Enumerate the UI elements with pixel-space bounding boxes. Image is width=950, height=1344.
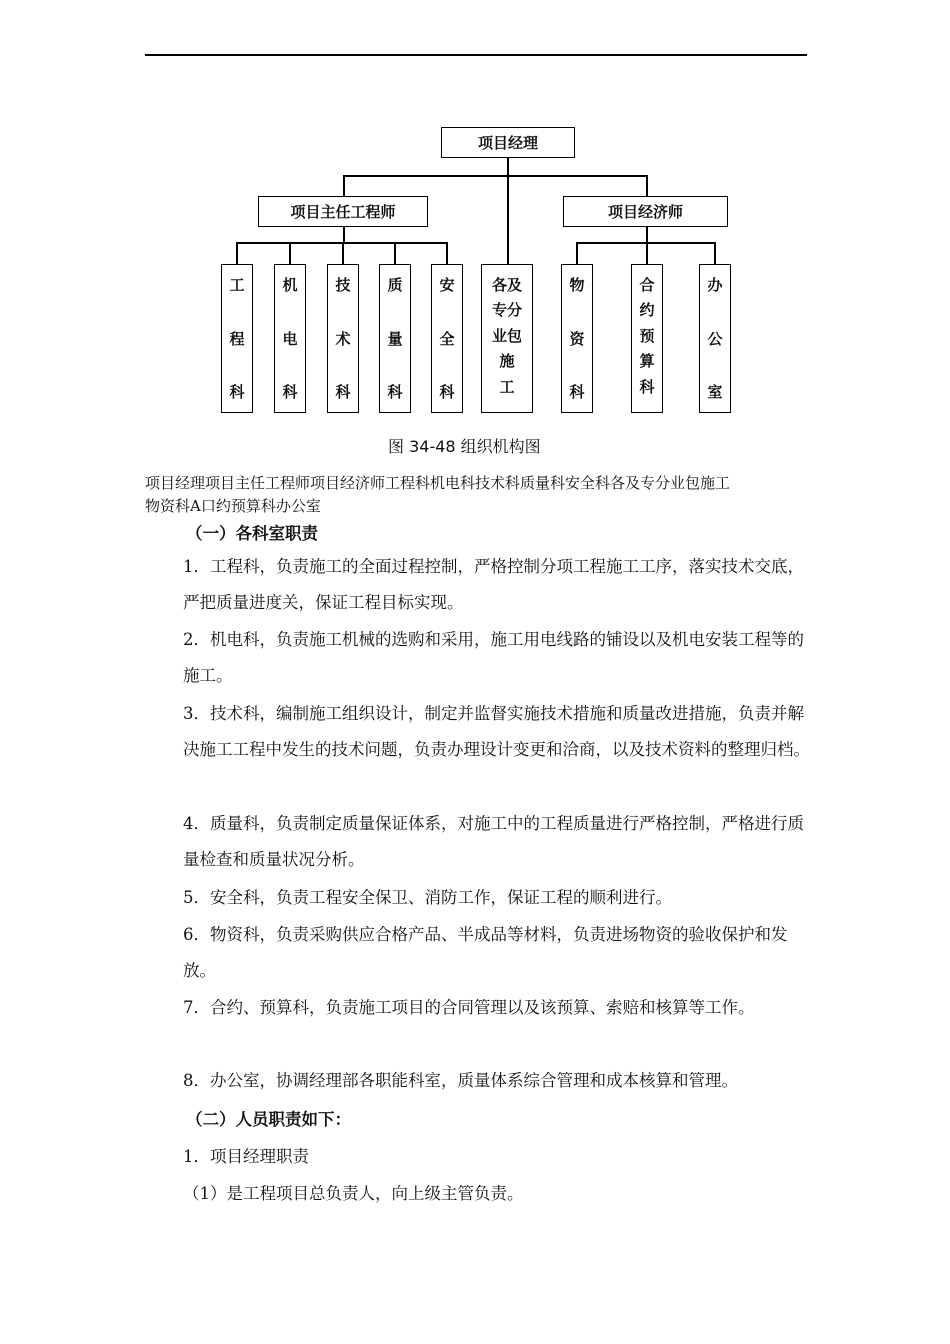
- paragraph-4: 4．质量科，负责制定质量保证体系，对施工中的工程质量进行严格控制，严格进行质量检查和质量状况分析。: [183, 814, 804, 869]
- dept-subcontract: 各及 专分 业包 施 工: [481, 264, 533, 413]
- ocr-text-line-2: 物资科A口约预算科办公室: [145, 497, 321, 515]
- ocr-text-line-1: 项目经理项目主任工程师项目经济师工程科机电科技术科质量科安全科各及专分业包施工: [145, 474, 731, 492]
- box-economist: 项目经济师: [563, 196, 728, 227]
- subheading-project-manager: 1．项目经理职责: [183, 1147, 309, 1166]
- dept-safety: 安 全 科: [431, 264, 463, 413]
- paragraph-1: 1．工程科，负责施工的全面过程控制，严格控制分项工程施工工序，落实技术交底，严把质量进度关，保证工程目标实现。: [183, 557, 804, 612]
- section-heading-2: （二）人员职责如下：: [186, 1110, 351, 1129]
- dept-quality: 质 量 科: [379, 264, 411, 413]
- dept-engineering: 工 程 科: [221, 264, 253, 413]
- dept-technical: 技 术 科: [327, 264, 359, 413]
- box-chief-engineer: 项目主任工程师: [258, 196, 428, 227]
- list-item-1: （1）是工程项目总负责人，向上级主管负责。: [183, 1184, 524, 1203]
- paragraph-6: 6．物资科，负责采购供应合格产品、半成品等材料，负责进场物资的验收保护和发放。: [183, 925, 788, 980]
- dept-mechanical-electrical: 机 电 科: [274, 264, 306, 413]
- figure-caption: 图 34-48 组织机构图: [388, 437, 541, 456]
- dept-contract-budget: 合 约 预 算 科: [631, 264, 663, 413]
- section-heading-1: （一）各科室职责: [186, 524, 318, 543]
- paragraph-2: 2．机电科，负责施工机械的选购和采用，施工用电线路的铺设以及机电安装工程等的施工。: [183, 630, 804, 685]
- dept-materials: 物 资 科: [561, 264, 593, 413]
- dept-office: 办 公 室: [699, 264, 731, 413]
- header-rule: [145, 54, 807, 56]
- paragraph-3: 3．技术科，编制施工组织设计，制定并监督实施技术措施和质量改进措施，负责并解决施工工程中发生的技术问题，负责办理设计变更和洽商，以及技术资料的整理归档。: [183, 704, 810, 759]
- paragraph-5: 5．安全科，负责工程安全保卫、消防工作，保证工程的顺利进行。: [183, 888, 672, 907]
- paragraph-7: 7．合约、预算科，负责施工项目的合同管理以及该预算、索赔和核算等工作。: [183, 998, 755, 1017]
- box-project-manager: 项目经理: [441, 127, 575, 158]
- paragraph-8: 8．办公室，协调经理部各职能科室，质量体系综合管理和成本核算和管理。: [183, 1071, 738, 1090]
